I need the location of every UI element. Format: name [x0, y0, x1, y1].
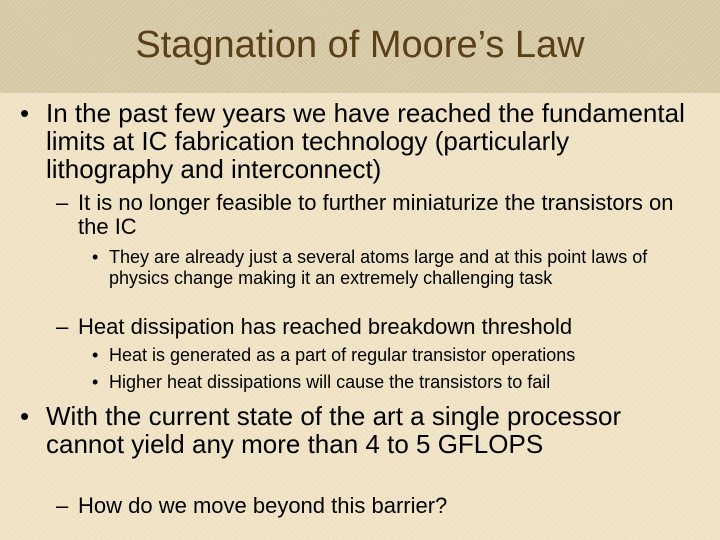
sub-sub-bullet-text: Higher heat dissipations will cause the transistors to fail [109, 372, 551, 392]
dash-marker: – [56, 190, 69, 215]
dash-marker: – [56, 493, 69, 518]
dash-marker: – [56, 314, 69, 339]
sub-bullet-text: How do we move beyond this barrier? [78, 493, 448, 518]
bullet-marker: • [20, 98, 30, 128]
bullet-marker: • [92, 345, 99, 365]
sub-sub-bullet-text: They are already just a several atoms large and at this point laws of physics change making it an extremely challenging task [109, 247, 648, 288]
sub-sub-bullet-item-1 [92, 247, 704, 289]
sub-bullet-item-1 [56, 191, 676, 239]
sub-bullet-item-2 [56, 315, 706, 339]
sub-bullet-text: It is no longer feasible to further miniaturize the transistors on the IC [78, 190, 674, 239]
slide-title: Stagnation of Moore’s Law [135, 24, 585, 66]
bullet-item-2 [20, 402, 640, 458]
sub-sub-bullet-item-2 [92, 345, 704, 366]
bullet-text: In the past few years we have reached the fundamental limits at IC fabrication technology (particularly lithography and interconnect) [46, 98, 685, 184]
title-band [0, 0, 720, 93]
bullet-item-1 [20, 99, 700, 183]
bullet-text: With the current state of the art a single processor cannot yield any more than 4 to 5 GFLOPS [46, 401, 622, 459]
sub-sub-bullet-item-3 [92, 372, 704, 393]
sub-sub-bullet-text: Heat is generated as a part of regular transistor operations [109, 345, 576, 365]
bullet-marker: • [92, 372, 99, 392]
sub-bullet-text: Heat dissipation has reached breakdown threshold [78, 314, 573, 339]
sub-bullet-item-3 [56, 494, 676, 518]
bullet-marker: • [92, 247, 99, 267]
bullet-marker: • [20, 401, 30, 431]
